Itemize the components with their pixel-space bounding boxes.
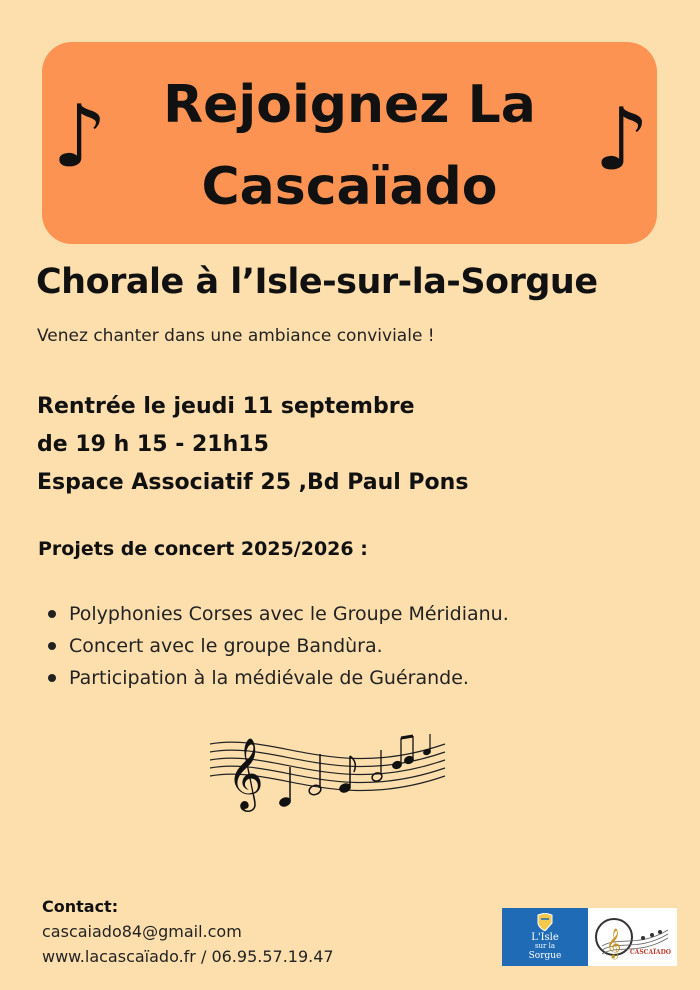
isle-logo-line1: L'Isle	[531, 932, 559, 943]
page-title: Rejoignez La Cascaïado	[163, 75, 536, 217]
list-item: Concert avec le groupe Bandùra.	[48, 630, 509, 662]
svg-text:𝄞: 𝄞	[606, 929, 622, 959]
title-banner	[42, 42, 657, 244]
crest-icon	[536, 913, 554, 931]
isle-logo-line3: Sorgue	[528, 951, 562, 961]
contact-web-phone[interactable]: www.lacascaïado.fr / 06.95.57.19.47	[42, 947, 334, 966]
tagline: Venez chanter dans une ambiance conviviale !	[37, 326, 435, 346]
bullet-icon	[48, 610, 56, 618]
address-line: Espace Associatif 25 ,Bd Paul Pons	[37, 470, 469, 495]
svg-text:𝄞: 𝄞	[227, 736, 264, 809]
contact-label: Contact:	[42, 897, 119, 916]
bullet-icon	[48, 642, 56, 650]
time-line: de 19 h 15 - 21h15	[37, 432, 269, 457]
music-note-icon: ♪	[52, 87, 107, 187]
date-line: Rentrée le jeudi 11 septembre	[37, 394, 415, 419]
schedule-info	[37, 388, 468, 502]
subtitle: Chorale à l’Isle-sur-la-Sorgue	[36, 262, 598, 302]
partner-logos	[502, 908, 677, 966]
list-item: Participation à la médiévale de Guérande.	[48, 662, 509, 694]
cascaiado-logo-text: CASCAÏADO	[629, 949, 671, 956]
music-staff-icon	[205, 722, 450, 817]
music-note-icon: ♪	[594, 90, 649, 190]
cascaiado-emblem-icon	[588, 908, 677, 966]
projects-title: Projets de concert 2025/2026 :	[38, 538, 368, 560]
projects-list	[48, 598, 509, 694]
isle-logo-line2: sur la	[534, 942, 556, 950]
isle-sur-la-sorgue-logo	[502, 908, 588, 966]
contact-block	[42, 894, 334, 969]
contact-email[interactable]: cascaiado84@gmail.com	[42, 922, 242, 941]
cascaiado-logo	[588, 908, 677, 966]
list-item: Polyphonies Corses avec le Groupe Méridianu.	[48, 598, 509, 630]
bullet-icon	[48, 674, 56, 682]
